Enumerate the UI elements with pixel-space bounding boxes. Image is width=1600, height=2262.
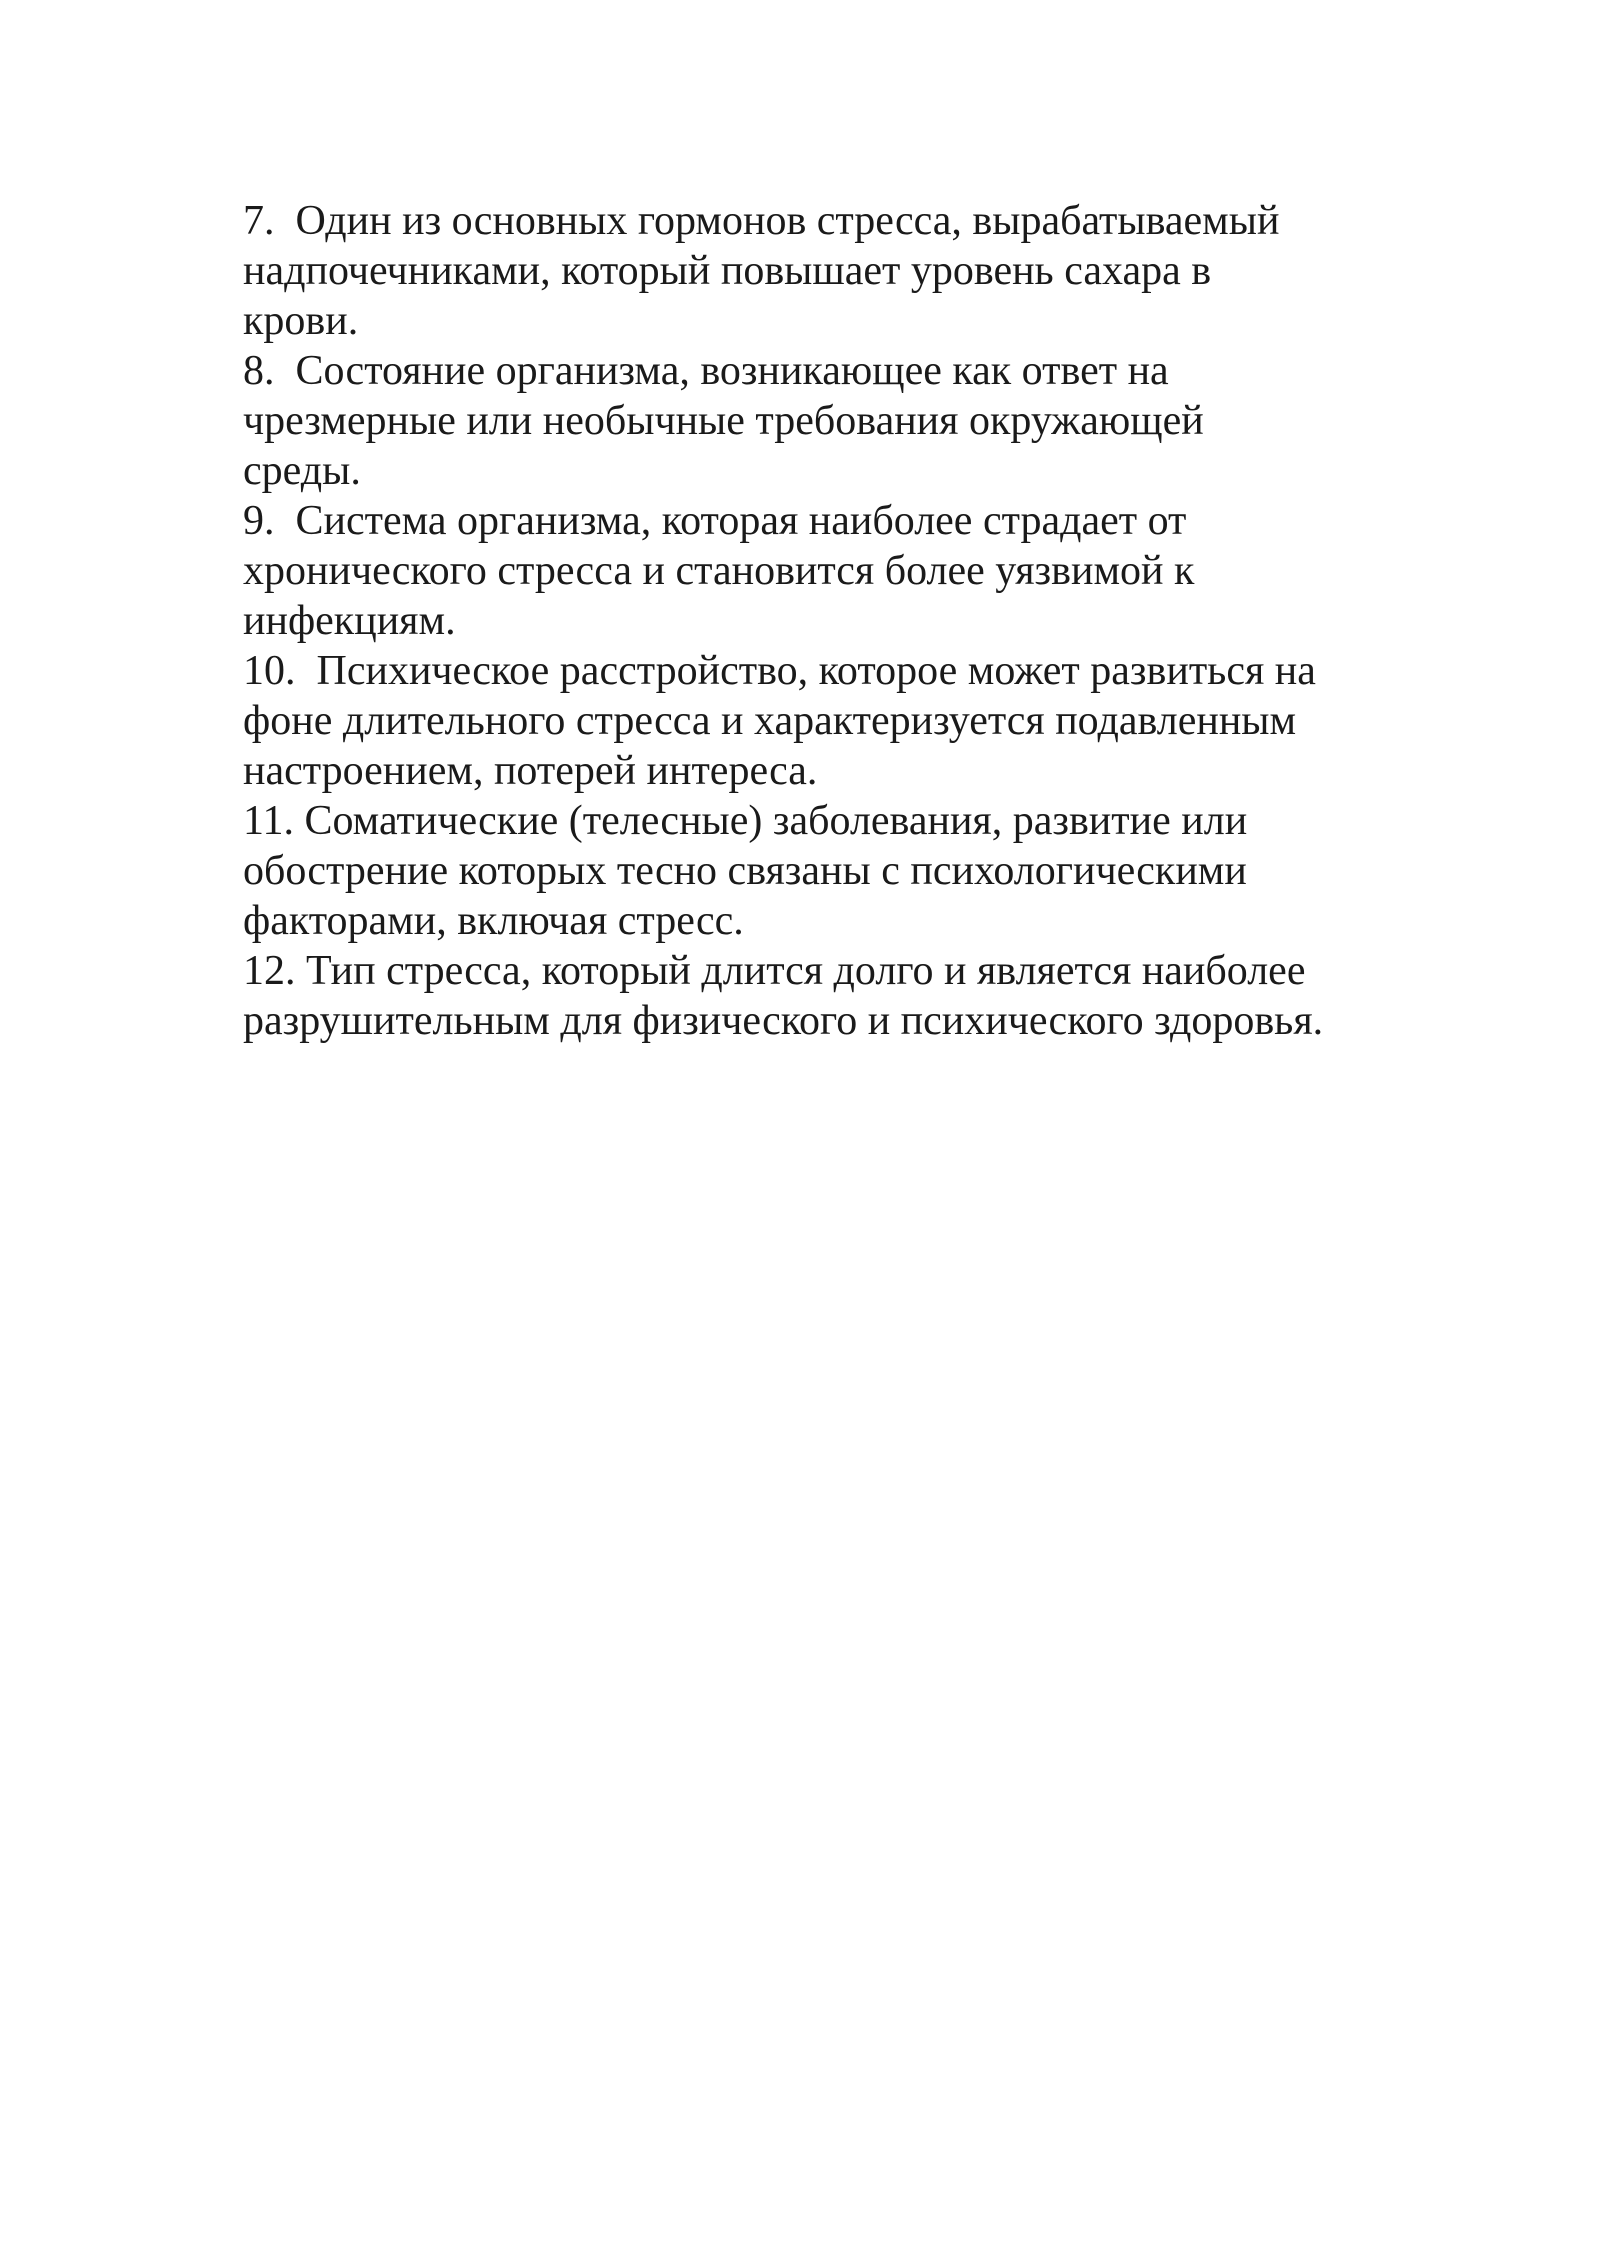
item-8-line-2: чрезмерные или необычные требования окружающей: [243, 398, 1204, 444]
item-11-line-3: факторами, включая стресс.: [243, 898, 744, 944]
item-11-line-2: обострение которых тесно связаны с психологическими: [243, 848, 1247, 894]
item-9-line-3: инфекциям.: [243, 598, 456, 644]
question-list: [243, 196, 1403, 1046]
item-10-line-1: 10. Психическое расстройство, которое может развиться на: [243, 648, 1316, 694]
item-11-line-1: 11. Соматические (телесные) заболевания, развитие или: [243, 798, 1248, 844]
list-item-9: [243, 496, 1403, 646]
item-12-line-2: разрушительным для физического и психического здоровья.: [243, 998, 1324, 1044]
list-item-12: [243, 946, 1403, 1046]
list-item-8: [243, 346, 1403, 496]
list-item-11: [243, 796, 1403, 946]
item-8-line-3: среды.: [243, 448, 361, 494]
item-10-line-2: фоне длительного стресса и характеризуется подавленным: [243, 698, 1297, 744]
list-item-10: [243, 646, 1403, 796]
list-item-7: [243, 196, 1403, 346]
item-10-line-3: настроением, потерей интереса.: [243, 748, 818, 794]
item-7-line-2: надпочечниками, который повышает уровень сахара в: [243, 248, 1212, 294]
item-9-line-1: 9. Система организма, которая наиболее страдает от: [243, 498, 1187, 544]
item-8-line-1: 8. Состояние организма, возникающее как ответ на: [243, 348, 1169, 394]
item-12-line-1: 12. Тип стресса, который длится долго и является наиболее: [243, 948, 1306, 994]
item-7-line-1: 7. Один из основных гормонов стресса, вырабатываемый: [243, 198, 1280, 244]
item-7-line-3: крови.: [243, 298, 359, 344]
item-9-line-2: хронического стресса и становится более уязвимой к: [243, 548, 1195, 594]
